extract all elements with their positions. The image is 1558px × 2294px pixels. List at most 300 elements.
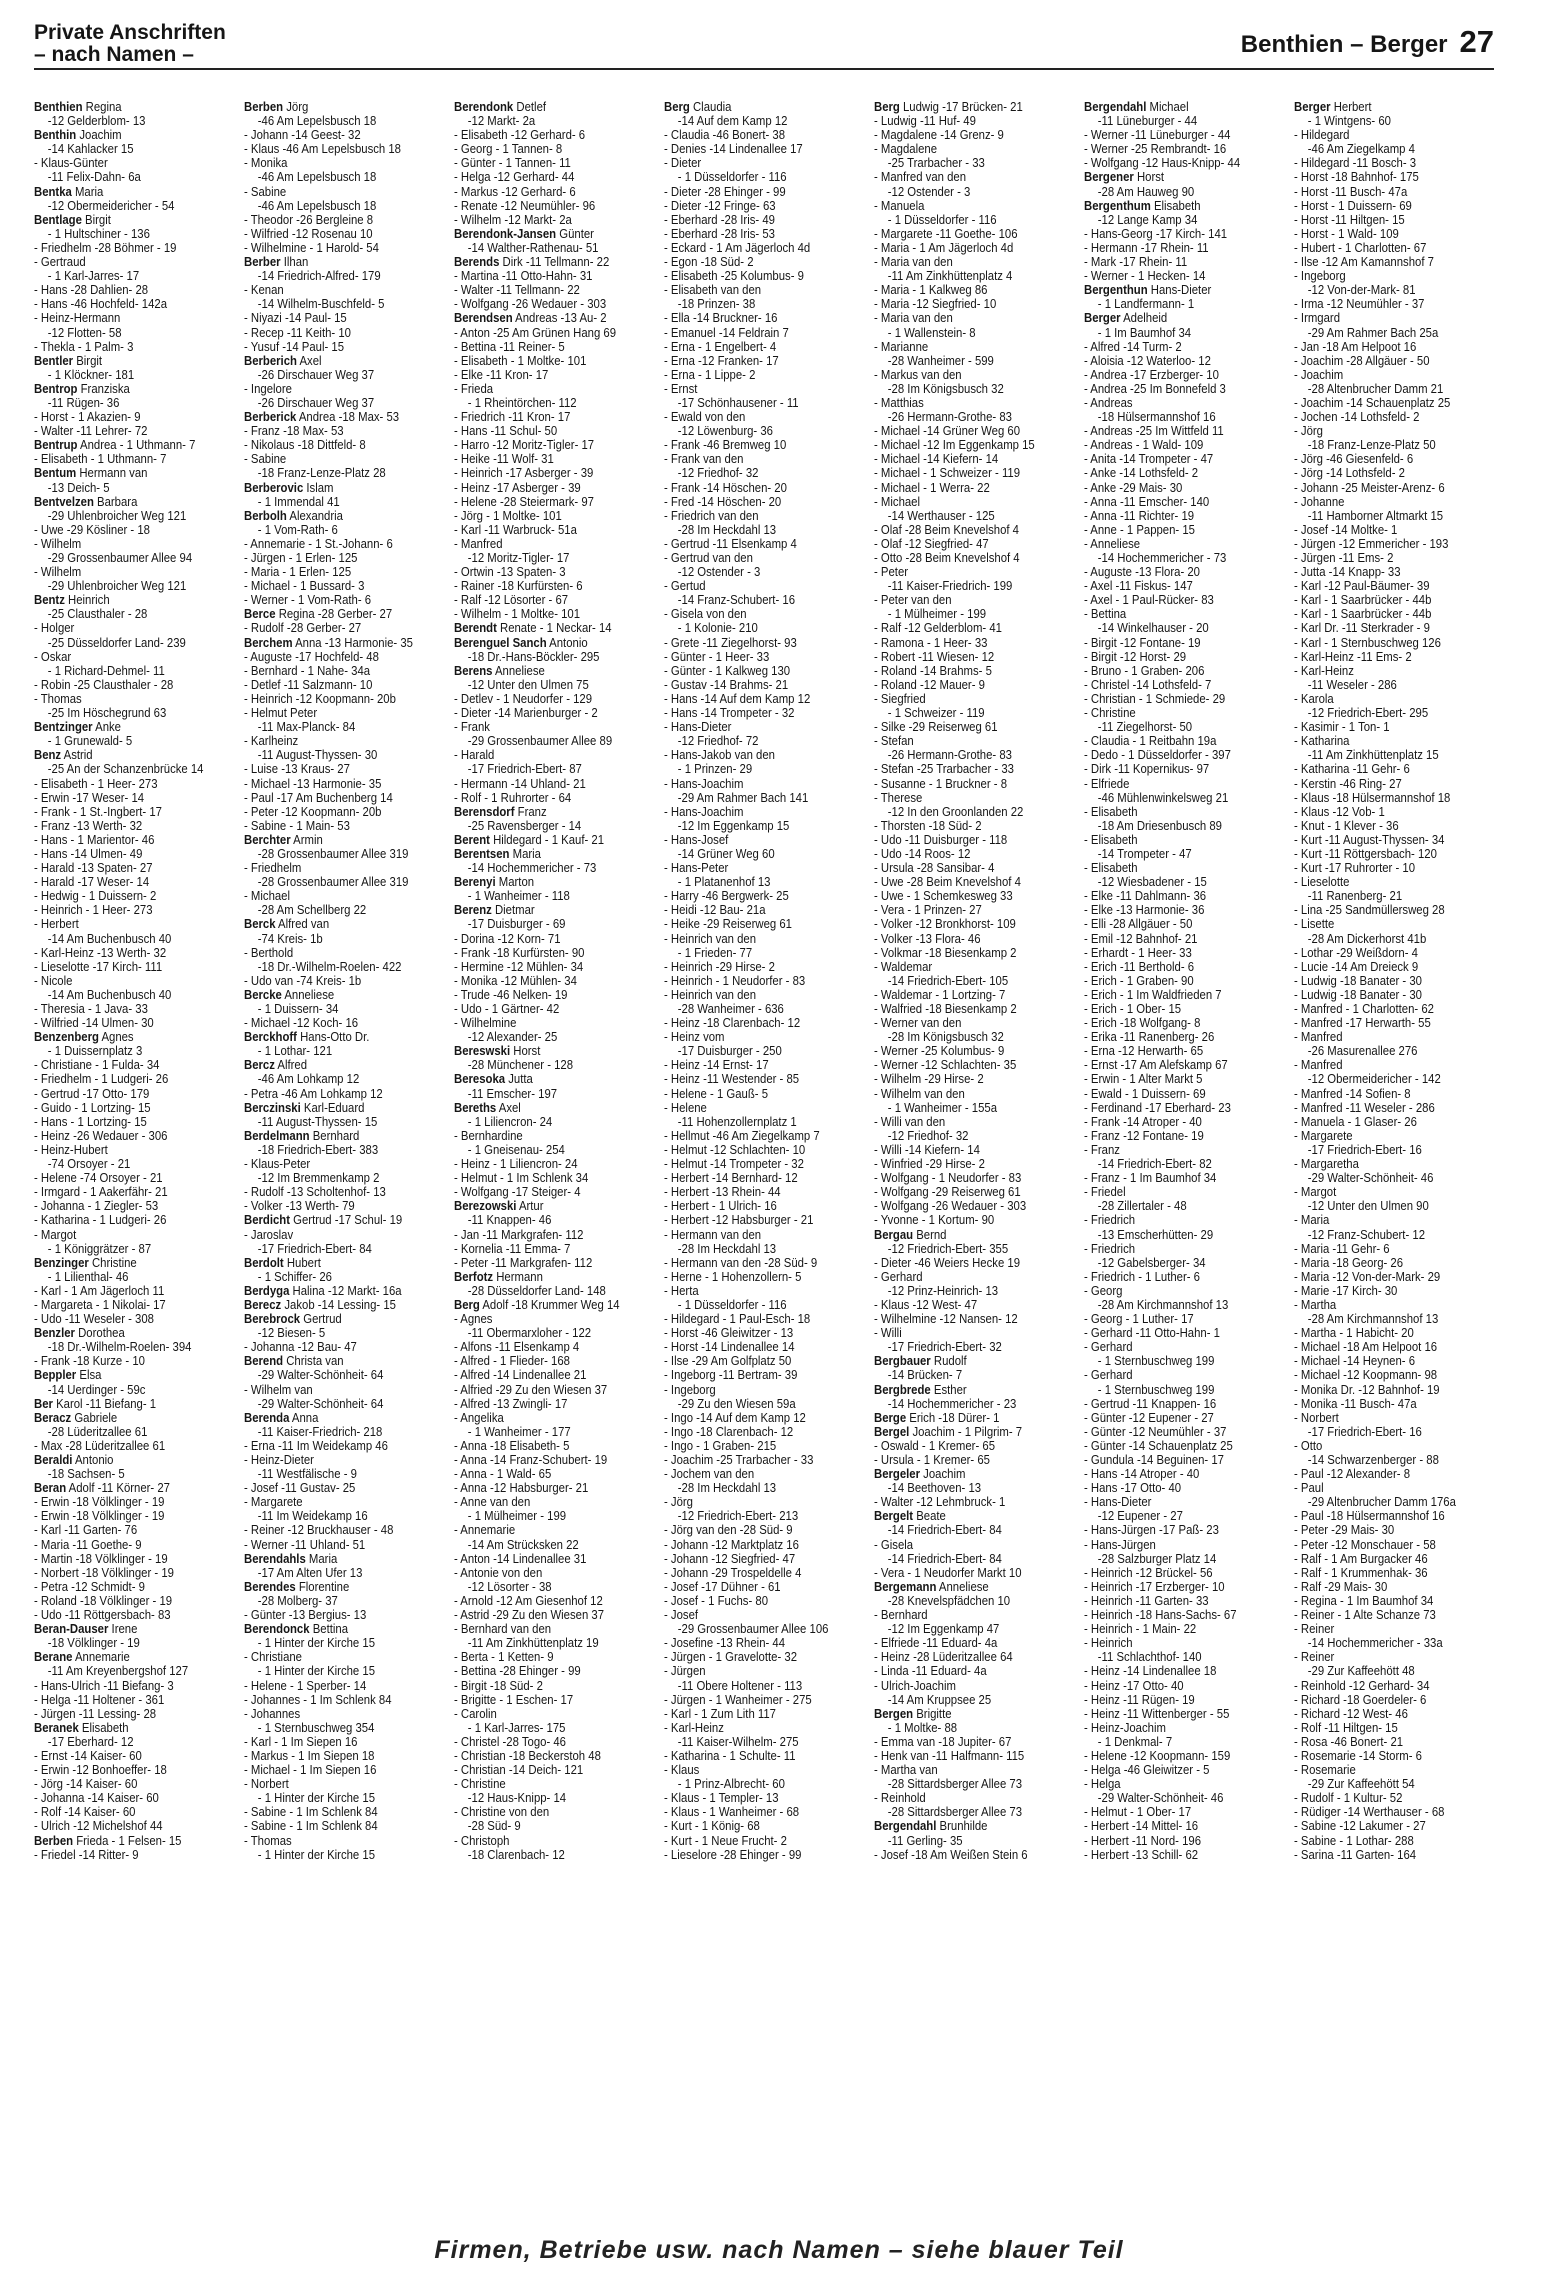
person-entry: - Trude -46 Nelken- 19 — [454, 986, 568, 1002]
person-entry: - Irmgard — [1294, 310, 1341, 326]
person-entry: - Gertrud -11 Knappen- 16 — [1084, 1395, 1217, 1411]
person-entry: - Roland -18 Völklinger - 19 — [34, 1592, 173, 1608]
person-entry: - Rolf -14 Kaiser- 60 — [34, 1804, 136, 1820]
address-line: -28 Am Dickerhorst 41b — [1307, 930, 1427, 946]
surname: Bergendahl — [1084, 100, 1147, 114]
person-entry: - Helene -74 Orsoyer - 21 — [34, 1170, 163, 1186]
person-entry: - Roland -14 Brahms- 5 — [874, 662, 992, 678]
person-entry: - Astrid -29 Zu den Wiesen 37 — [454, 1607, 605, 1623]
surname-entry — [244, 509, 446, 523]
entry-details: Annemarie — [72, 1649, 130, 1665]
address-line: -12 Gelderblom- 13 — [47, 113, 146, 129]
person-entry: - Gertraud — [34, 254, 86, 270]
person-entry: - Herbert -14 Bernhard- 12 — [664, 1170, 798, 1186]
address-line: -12 Im Bremmenkamp 2 — [257, 1170, 380, 1186]
surname-entry — [454, 1270, 656, 1284]
person-entry: - Kurt - 1 König- 68 — [664, 1818, 760, 1834]
person-entry: - Henk van -11 Halfmann- 115 — [874, 1747, 1025, 1763]
address-line: -25 Clausthaler - 28 — [47, 606, 148, 622]
address-line: -12 Friedrich-Ebert- 295 — [1307, 705, 1429, 721]
surname-entry — [34, 1368, 236, 1382]
address-line: -18 Friedrich-Ebert- 383 — [257, 1141, 379, 1157]
address-line: - 1 Schiffer- 26 — [257, 1268, 332, 1284]
address-line: -12 Unter den Ulmen 75 — [467, 676, 589, 692]
person-entry: - Lieselotte — [1294, 874, 1350, 890]
person-entry: - Renate -12 Neumühler- 96 — [454, 197, 596, 213]
person-entry: - Elisabeth — [1084, 803, 1138, 819]
header-left — [34, 22, 226, 66]
surname: Bergelt — [874, 1508, 914, 1524]
person-entry: - Gerhard — [1084, 1339, 1133, 1355]
person-entry: - Ralf -29 Mais- 30 — [1294, 1578, 1388, 1594]
person-entry: - Ludwig -11 Huf- 49 — [874, 113, 976, 129]
address-line: -18 Völklinger - 19 — [47, 1635, 140, 1651]
surname: Berczinski — [244, 1099, 301, 1115]
address-line: - 1 Liliencron- 24 — [467, 1113, 553, 1129]
person-entry: - Frank - 1 St.-Ingbert- 17 — [34, 803, 162, 819]
address-line: - 1 Prinzen- 29 — [677, 761, 753, 777]
person-entry: - Elisabeth -12 Gerhard- 6 — [454, 127, 586, 143]
person-entry: - Hans-Dieter — [664, 719, 732, 735]
address-line: - 1 Grunewald- 5 — [47, 733, 133, 749]
person-entry: - Johanna - 1 Ziegler- 53 — [34, 1198, 159, 1214]
surname: Berdyga — [244, 1282, 290, 1298]
person-entry: - Reiner — [1294, 1649, 1335, 1665]
person-entry: - Friedhelm - 1 Ludgeri- 26 — [34, 1071, 169, 1087]
person-entry: - Michael -14 Grüner Weg 60 — [874, 423, 1021, 439]
address-line: -11 Gerling- 35 — [887, 1832, 963, 1848]
person-entry: - Anna - 1 Wald- 65 — [454, 1466, 552, 1482]
address-line: -12 Moritz-Tigler- 17 — [467, 550, 570, 565]
surname: Berber — [244, 254, 281, 270]
entry-details: Andrea - 1 Uthmann- 7 — [77, 437, 196, 453]
person-entry: - Josef - 1 Fuchs- 80 — [664, 1592, 769, 1608]
person-entry: - Johanne — [1294, 493, 1345, 509]
person-entry: - Elisabeth - 1 Uthmann- 7 — [34, 451, 167, 467]
address-line: -28 Münchener - 128 — [467, 1057, 574, 1073]
address-line: -11 Kaiser-Friedrich- 218 — [257, 1423, 383, 1439]
surname-entry — [244, 1552, 446, 1566]
person-entry: - Maria - 1 Erlen- 125 — [244, 564, 352, 580]
person-entry: - Wilhelm - 1 Moltke- 101 — [454, 606, 581, 622]
surname: Berendonk-Jansen — [454, 225, 557, 241]
person-entry: - Karlheinz — [244, 733, 299, 749]
person-entry: - Dorina -12 Korn- 71 — [454, 930, 561, 946]
person-entry: - Joachim -28 Allgäuer - 50 — [1294, 352, 1430, 368]
person-entry: - Joachim -14 Schauenplatz 25 — [1294, 394, 1451, 410]
address-line: -12 Haus-Knipp- 14 — [467, 1790, 567, 1806]
person-entry: - Jürgen - 1 Erlen- 125 — [244, 550, 358, 565]
address-line: -18 Dr.-Wilhelm-Roelen- 394 — [47, 1339, 192, 1355]
person-entry: - Birgit -18 Süd- 2 — [454, 1677, 543, 1693]
person-entry: - Jürgen -11 Ems- 2 — [1294, 550, 1394, 565]
address-line: -12 Löwenburg- 36 — [677, 423, 773, 439]
person-entry: - Heinz -11 Westender - 85 — [664, 1071, 800, 1087]
address-line: -28 Molberg- 37 — [257, 1592, 338, 1608]
address-line: -14 Friedrich-Ebert- 84 — [887, 1522, 1002, 1538]
address-line: - 1 Mülheimer - 199 — [887, 606, 987, 622]
surname-entry — [34, 1650, 236, 1664]
person-entry: - Hans - 1 Marientor- 46 — [34, 831, 155, 847]
surname: Berberovic — [244, 479, 304, 495]
address-line: -14 Grüner Weg 60 — [677, 845, 775, 861]
entry-details: Claudia — [689, 100, 732, 114]
person-entry: - Klaus -46 Am Lepelsbusch 18 — [244, 141, 401, 157]
address-line: -18 Franz-Lenze-Platz 28 — [257, 465, 386, 481]
person-entry: - Georg - 1 Tannen- 8 — [454, 141, 563, 157]
person-entry: - Hermine -12 Mühlen- 34 — [454, 958, 584, 974]
person-entry: - Bernhardine — [454, 1127, 523, 1143]
address-line: -11 Hamborner Altmarkt 15 — [1307, 507, 1444, 523]
person-entry: - Stefan — [874, 733, 914, 749]
person-entry: - Frank -18 Kurfürsten- 90 — [454, 944, 585, 960]
person-entry: - Klaus -12 West- 47 — [874, 1296, 978, 1312]
surname-entry — [244, 481, 446, 495]
person-entry: - Heinz -26 Wedauer - 306 — [34, 1127, 168, 1143]
person-entry: - Uwe -29 Kösliner - 18 — [34, 521, 150, 537]
person-entry: - Heinrich van den — [664, 930, 757, 946]
person-entry: - Max -28 Lüderitzallee 61 — [34, 1437, 166, 1453]
person-entry: - Maria -12 Siegfried- 10 — [874, 296, 997, 312]
person-entry: - Erna -12 Herwarth- 65 — [1084, 1043, 1204, 1059]
entry-details: Astrid — [61, 747, 93, 763]
person-entry: - Erna - 1 Lippe- 2 — [664, 366, 756, 382]
person-entry: - Michael — [874, 493, 921, 509]
entry-details: Günter — [556, 225, 594, 241]
address-line: -26 Hermann-Grothe- 83 — [887, 409, 1012, 425]
address-line: -28 Im Heckdahl 13 — [677, 1480, 777, 1496]
person-entry: - Elfriede -11 Eduard- 4a — [874, 1635, 998, 1651]
person-entry: - Peter -29 Mais- 30 — [1294, 1522, 1395, 1538]
surname: Berensdorf — [454, 803, 515, 819]
surname: Bergemann — [874, 1578, 937, 1594]
address-line: - 1 Hultschiner - 136 — [47, 225, 150, 241]
person-entry: - Susanne - 1 Bruckner - 8 — [874, 775, 1008, 791]
surname-entry — [34, 382, 236, 396]
person-entry: - Frank -14 Höschen- 20 — [664, 479, 787, 495]
person-entry: - Günter - 1 Tannen- 11 — [454, 155, 571, 171]
address-line: -14 Hochemmericher - 23 — [887, 1395, 1017, 1411]
person-entry: - Horst -11 Hiltgen- 15 — [1294, 211, 1405, 227]
person-entry: - Andrea -25 Im Bonnefeld 3 — [1084, 380, 1226, 396]
column-5 — [874, 100, 1076, 2185]
surname: Bentrop — [34, 380, 78, 396]
person-entry: - Udo -11 Duisburger - 118 — [874, 831, 1008, 847]
person-entry: - Josef -11 Gustav- 25 — [244, 1480, 356, 1496]
person-entry: - Heinz -28 Lüderitzallee 64 — [874, 1649, 1013, 1665]
person-entry: - Christine — [1084, 705, 1136, 721]
address-line: -11 Am Zinkhüttenplatz 19 — [467, 1635, 599, 1651]
person-entry: - Bernhard — [874, 1607, 928, 1623]
entry-details: Karol -11 Biefang- 1 — [52, 1395, 157, 1411]
person-entry: - Jörg — [664, 1494, 693, 1510]
person-entry: - Karl-Heinz — [664, 1719, 724, 1735]
person-entry: - Frieda — [454, 380, 494, 396]
person-entry: - Bettina — [1084, 606, 1127, 622]
person-entry: - Jutta -14 Knapp- 33 — [1294, 564, 1401, 580]
address-line: -12 Wiesbadener - 15 — [1097, 874, 1207, 890]
entry-details: Horst — [1133, 169, 1165, 185]
person-entry: - Martha van — [874, 1762, 938, 1778]
surname: Berger — [1084, 310, 1121, 326]
surname-entry — [454, 227, 656, 241]
person-entry: - Günter -13 Bergius- 13 — [244, 1607, 367, 1623]
person-entry: - Hermann van den -28 Süd- 9 — [664, 1254, 818, 1270]
address-line: -14 Friedrich-Ebert- 105 — [887, 972, 1009, 988]
surname: Berben — [34, 1832, 74, 1848]
surname: Bergen — [874, 1705, 914, 1721]
person-entry: - Erich - 1 Graben- 90 — [1084, 972, 1194, 988]
person-entry: - Ursula - 1 Kremer- 65 — [874, 1452, 990, 1467]
surname-entry — [244, 1129, 446, 1143]
person-entry: - Friedrich - 1 Luther- 6 — [1084, 1268, 1200, 1284]
person-entry: - Erwin - 1 Alter Markt 5 — [1084, 1071, 1203, 1087]
surname: Berbolh — [244, 507, 287, 523]
person-entry: - Willi van den — [874, 1113, 946, 1129]
surname-entry — [34, 213, 236, 227]
surname: Berg — [664, 100, 690, 114]
address-line: -13 Emscherhütten- 29 — [1097, 1226, 1214, 1242]
person-entry: - Jan -18 Am Helpoot 16 — [1294, 338, 1417, 354]
person-entry: - Gertrud -11 Elsenkamp 4 — [664, 535, 797, 551]
address-line: -14 Friedrich-Alfred- 179 — [257, 268, 381, 284]
address-line: -11 Am Kreyenbergshof 127 — [47, 1663, 189, 1679]
person-entry: - Rosemarie — [1294, 1762, 1356, 1778]
entry-details: Anna -13 Harmonie- 35 — [292, 634, 413, 650]
person-entry: - Jürgen — [664, 1663, 706, 1679]
address-line: -28 Grossenbaumer Allee 319 — [257, 845, 409, 861]
surname-entry — [34, 495, 236, 509]
person-entry: - Sabine -12 Lakumer - 27 — [1294, 1818, 1426, 1834]
person-entry: - Elli -28 Allgäuer - 50 — [1084, 916, 1193, 932]
person-entry: - Friedhelm -28 Böhmer - 19 — [34, 239, 177, 255]
person-entry: - Michael - 1 Im Siepen 16 — [244, 1762, 377, 1778]
surname-entry — [454, 1072, 656, 1086]
person-entry: - Werner -25 Rembrandt- 16 — [1084, 141, 1227, 157]
person-entry: - Gerhard — [1084, 1367, 1133, 1383]
surname: Berenda — [244, 1409, 290, 1425]
address-line: -12 Eupener - 27 — [1097, 1508, 1183, 1524]
entry-details: Gabriele — [71, 1409, 118, 1425]
surname: Bentum — [34, 465, 77, 481]
address-line: -11 Obermarxloher - 122 — [467, 1325, 592, 1341]
person-entry: - Karl - 1 Am Jägerloch 11 — [34, 1282, 165, 1298]
person-entry: - Anneliese — [1084, 535, 1141, 551]
person-entry: - Volker -12 Bronkhorst- 109 — [874, 916, 1016, 932]
person-entry: - Josef — [664, 1607, 699, 1623]
address-line: -11 Weseler - 286 — [1307, 676, 1397, 692]
person-entry: - Reiner - 1 Alte Schanze 73 — [1294, 1607, 1436, 1623]
address-line: - 1 Wintgens- 60 — [1307, 113, 1391, 129]
surname: Bereths — [454, 1099, 497, 1115]
address-line: -11 Felix-Dahn- 6a — [47, 169, 141, 185]
person-entry: - Anita -14 Trompeter - 47 — [1084, 451, 1214, 467]
surname-entry — [454, 1044, 656, 1058]
column-3 — [454, 100, 656, 2185]
person-entry: - Kasimir - 1 Ton- 1 — [1294, 719, 1390, 735]
person-entry: - Franz - 1 Im Baumhof 34 — [1084, 1170, 1217, 1186]
person-entry: - Heinrich -12 Brückel- 56 — [1084, 1564, 1213, 1580]
surname-entry — [244, 1298, 446, 1312]
person-entry: - Christel -28 Togo- 46 — [454, 1733, 567, 1749]
person-entry: - Gertud — [664, 578, 706, 594]
surname: Berends — [454, 254, 500, 270]
person-entry: - Ingo -14 Auf dem Kamp 12 — [664, 1409, 806, 1425]
surname-entry — [874, 1707, 1076, 1721]
person-entry: - Jörg — [1294, 423, 1323, 439]
surname-entry — [874, 1580, 1076, 1594]
surname: Bergbrede — [874, 1381, 931, 1397]
entry-details: Regina — [82, 100, 122, 114]
person-entry: - Günter -12 Eupener - 27 — [1084, 1409, 1214, 1425]
person-entry: - Hans-Jürgen -17 Paß- 23 — [1084, 1522, 1219, 1538]
person-entry: - Paul -12 Alexander- 8 — [1294, 1466, 1411, 1482]
address-line: -25 Düsseldorfer Land- 239 — [47, 634, 186, 650]
surname: Berck — [244, 916, 276, 932]
person-entry: - Hans-Georg -17 Kirch- 141 — [1084, 225, 1228, 241]
entry-details: Joachim — [920, 1466, 966, 1482]
person-entry: - Theodor -26 Bergleine 8 — [244, 211, 374, 227]
address-line: -28 Im Königsbusch 32 — [887, 380, 1004, 396]
person-entry: - Udo -11 Röttgersbach- 83 — [34, 1607, 171, 1623]
person-entry: - Herne - 1 Hohenzollern- 5 — [664, 1268, 802, 1284]
person-entry: - Wilhelm van — [244, 1381, 313, 1397]
address-line: -14 Beethoven- 13 — [887, 1480, 982, 1496]
address-line: -28 Sittardsberger Allee 73 — [887, 1804, 1023, 1820]
person-entry: - Heinz -14 Ernst- 17 — [664, 1057, 769, 1073]
person-entry: - Angelika — [454, 1409, 504, 1425]
person-entry: - Ingeborg — [1294, 268, 1346, 284]
person-entry: - Johann -12 Siegfried- 47 — [664, 1550, 796, 1566]
address-line: -28 Süd- 9 — [467, 1818, 521, 1834]
person-entry: - Karl - 1 Sternbuschweg 126 — [1294, 634, 1441, 650]
address-line: - 1 Sternbuschweg 354 — [257, 1719, 375, 1735]
column-1 — [34, 100, 236, 2185]
address-line: -12 Im Eggenkamp 47 — [887, 1621, 1000, 1637]
address-line: -28 Im Königsbusch 32 — [887, 1029, 1004, 1045]
address-line: -26 Masurenallee 276 — [1307, 1043, 1418, 1059]
page-number: 27 — [1459, 24, 1494, 59]
address-line: - 1 Prinz-Albrecht- 60 — [677, 1776, 785, 1792]
person-entry: - Lucie -14 Am Dreieck 9 — [1294, 958, 1419, 974]
person-entry: - Horst - 1 Akazien- 9 — [34, 409, 141, 425]
person-entry: - Elke -13 Harmonie- 36 — [1084, 902, 1205, 918]
person-entry: - Karl - 1 Im Siepen 16 — [244, 1733, 358, 1749]
person-entry: - Hermann -17 Rhein- 11 — [1084, 239, 1209, 255]
surname: Bentlage — [34, 211, 82, 227]
person-entry: - Harald — [454, 747, 495, 763]
person-entry: - Gerhard — [874, 1268, 923, 1284]
surname-entry — [454, 636, 656, 650]
person-entry: - Anna -14 Franz-Schubert- 19 — [454, 1452, 608, 1467]
person-entry: - Magdalene — [874, 141, 938, 157]
person-entry: - Roland -12 Mauer- 9 — [874, 676, 985, 692]
person-entry: - Helga -46 Gleiwitzer - 5 — [1084, 1762, 1210, 1778]
entry-details: Irene — [108, 1621, 138, 1637]
person-entry: - Ferdinand -17 Eberhard- 23 — [1084, 1099, 1231, 1115]
person-entry: - Carolin — [454, 1705, 497, 1721]
surname: Berebrock — [244, 1311, 301, 1327]
address-line: - 1 Karl-Jarres- 175 — [467, 1719, 566, 1735]
person-entry: - Margarete — [1294, 1127, 1353, 1143]
surname: Berens — [454, 662, 493, 678]
person-entry: - Manuela - 1 Glaser- 26 — [1294, 1113, 1417, 1129]
surname: Beppler — [34, 1367, 77, 1383]
person-entry: - Heinz-Joachim — [1084, 1719, 1166, 1735]
person-entry: - Hans -14 Trompeter - 32 — [664, 705, 795, 721]
surname: Bentka — [34, 183, 72, 199]
entry-details: Erich -18 Dürer- 1 — [906, 1409, 1000, 1425]
person-entry: - Wolfgang -12 Haus-Knipp- 44 — [1084, 155, 1241, 171]
surname: Berg — [874, 100, 900, 114]
surname: Berfotz — [454, 1268, 494, 1284]
person-entry: - Emma van -18 Jupiter- 67 — [874, 1733, 1012, 1749]
person-entry: - Werner - 1 Vom-Rath- 6 — [244, 592, 372, 608]
person-entry: - Johannes — [244, 1705, 301, 1721]
surname-entry — [454, 255, 656, 269]
surname-entry — [34, 128, 236, 142]
person-entry: - Herbert -13 Rhein- 44 — [664, 1184, 781, 1200]
surname-entry — [244, 255, 446, 269]
surname-entry — [34, 438, 236, 452]
surname: Berenyi — [454, 874, 496, 890]
person-entry: - Heinz -14 Lindenallee 18 — [1084, 1663, 1217, 1679]
entry-details: Regina -28 Gerber- 27 — [275, 606, 393, 622]
person-entry: - Christian -18 Beckerstoh 48 — [454, 1747, 601, 1763]
person-entry: - Thomas — [244, 1832, 292, 1848]
directory-columns — [34, 100, 1494, 2185]
person-entry: - Bettina -11 Reiner- 5 — [454, 338, 565, 354]
address-line: -46 Am Lepelsbusch 18 — [257, 197, 377, 213]
address-line: -12 Franz-Schubert- 12 — [1307, 1226, 1426, 1242]
person-entry: - Aloisia -12 Waterloo- 12 — [1084, 352, 1211, 368]
surname-entry — [244, 607, 446, 621]
person-entry: - Udo -11 Weseler - 308 — [34, 1311, 154, 1327]
person-entry: - Elisabeth - 1 Moltke- 101 — [454, 352, 587, 368]
person-entry: - Norbert — [1294, 1409, 1339, 1425]
surname-entry — [244, 1101, 446, 1115]
person-entry: - Detlev - 1 Neudorfer - 129 — [454, 690, 593, 706]
address-line: - 1 Landfermann- 1 — [1097, 296, 1195, 312]
address-line: -11 Am Zinkhüttenplatz 15 — [1307, 747, 1439, 763]
surname: Berent — [454, 831, 490, 847]
person-entry: - Horst -11 Busch- 47a — [1294, 183, 1408, 199]
entry-details: Franz — [514, 803, 547, 819]
person-entry: - Christian -14 Deich- 121 — [454, 1762, 584, 1778]
person-entry: - Manuela — [874, 197, 925, 213]
person-entry: - Wilhelmine — [454, 1015, 517, 1031]
address-line: -14 Friedrich-Ebert- 84 — [887, 1550, 1002, 1566]
surname-entry — [1084, 170, 1286, 184]
person-entry: - Maria van den — [874, 254, 953, 270]
person-entry: - Franz -13 Werth- 32 — [34, 817, 143, 833]
surname: Berckhoff — [244, 1029, 297, 1045]
person-entry: - Herta — [664, 1282, 699, 1298]
address-line: -25 Trarbacher - 33 — [887, 155, 985, 171]
person-entry: - Walter -11 Tellmann- 22 — [454, 282, 580, 298]
person-entry: - Katharina — [1294, 733, 1350, 749]
person-entry: - Ralf -12 Lösorter - 67 — [454, 592, 569, 608]
entry-details: Florentine — [295, 1578, 350, 1594]
person-entry: - Uwe -28 Beim Knevelshof 4 — [874, 874, 1021, 890]
person-entry: - Anton -14 Lindenallee 31 — [454, 1550, 587, 1566]
person-entry: - Antonie von den — [454, 1564, 543, 1580]
person-entry: - Manfred van den — [874, 169, 967, 185]
entry-details: Islam — [303, 479, 334, 495]
person-entry: - Frank — [454, 719, 490, 735]
person-entry: - Lothar -29 Weißdorn- 4 — [1294, 944, 1418, 960]
person-entry: - Erwin -18 Völklinger - 19 — [34, 1494, 165, 1510]
